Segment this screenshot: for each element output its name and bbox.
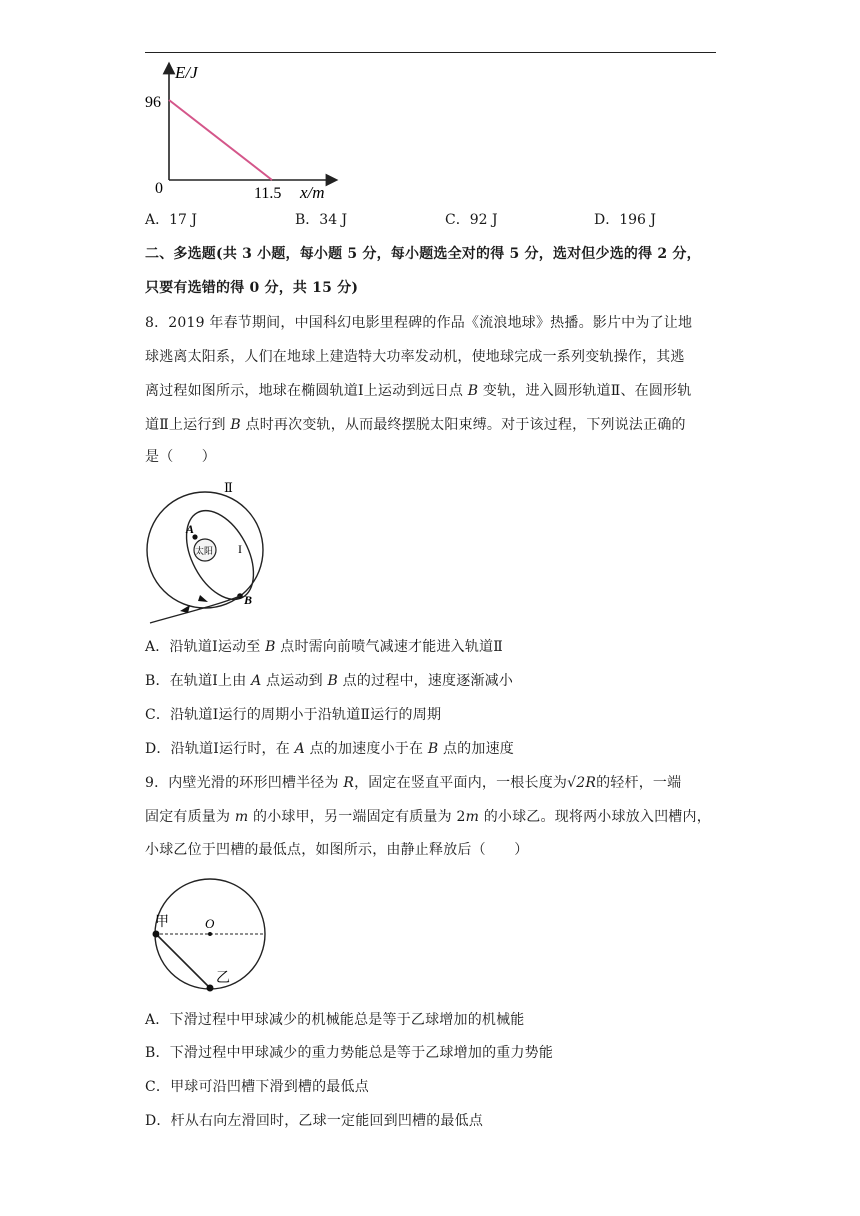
q9-option-a: A．下滑过程中甲球减少的机械能总是等于乙球增加的机械能 [145,1012,525,1028]
orbit-1-label: I [238,542,242,556]
q9-text-line1: 9．内壁光滑的环形凹槽半径为 R，固定在竖直平面内，一根长度为√2R的轻杆，一端 [145,775,682,791]
q8-option-b: B．在轨道Ⅰ上由 A 点运动到 B 点的过程中，速度逐渐减小 [145,673,514,689]
q8-text-line5: 是（ ） [145,449,216,465]
q8-text-line3: 离过程如图所示，地球在椭圆轨道Ⅰ上运动到远日点 B 变轨，进入圆形轨道Ⅱ、在圆形轨 [145,383,692,399]
point-b-label: B [244,593,253,607]
q8-text-line4: 道Ⅱ上运行到 B 点时再次变轨，从而最终摆脱太阳束缚。对于该过程，下列说法正确的 [145,417,686,433]
q9-text-line2: 固定有质量为 m 的小球甲，另一端固定有质量为 2m 的小球乙。现将两小球放入凹槽内， [145,809,711,825]
ball-yi-dot [207,985,214,992]
point-a-label: A [186,522,195,536]
x-axis-label: x/m [300,183,325,202]
q8-text-line1: 8．2019 年春节期间，中国科幻电影里程碑的作品《流浪地球》热播。影片中为了让地 [145,315,693,331]
ball-jia-dot [153,931,160,938]
center-label: O [205,916,215,931]
q9-option-d: D．杆从右向左滑回时，乙球一定能回到凹槽的最低点 [145,1113,484,1129]
q8-option-d: D．沿轨道Ⅰ运行时，在 A 点的加速度小于在 B 点的加速度 [145,741,514,757]
q9-text-line3: 小球乙位于凹槽的最低点，如图所示，由静止释放后（ ） [145,842,529,858]
orbit-figure [140,475,280,625]
ball-jia-label: 甲 [155,915,169,930]
q7-option-a: A．17 J [145,212,197,228]
q9-option-b: B．下滑过程中甲球减少的重力势能总是等于乙球增加的重力势能 [145,1045,554,1061]
energy-graph [140,60,350,205]
q9-option-c: C．甲球可沿凹槽下滑到槽的最低点 [145,1079,369,1095]
escape-trajectory [150,596,240,623]
energy-line-series [169,100,272,180]
ball-yi-label: 乙 [216,971,230,986]
q7-option-c: C．92 J [445,212,498,228]
orbit1-arrow [198,595,208,602]
q7-option-b: B．34 J [295,212,348,228]
y-axis-label: E/J [175,63,198,82]
orbit-2-label: Ⅱ [224,480,233,495]
section-heading-line2: 只要有选错的得 0 分，共 15 分) [145,280,359,296]
center-dot [208,932,212,936]
y-tick-96: 96 [145,94,161,111]
q8-option-a: A．沿轨道Ⅰ运动至 B 点时需向前喷气减速才能进入轨道Ⅱ [145,639,503,655]
elliptical-orbit-1 [173,499,268,610]
q8-option-c: C．沿轨道Ⅰ运行的周期小于沿轨道Ⅱ运行的周期 [145,707,442,723]
header-rule [145,52,716,53]
sun-label: 太阳 [195,546,214,556]
q7-option-d: D．196 J [594,212,657,228]
q8-text-line2: 球逃离太阳系，人们在地球上建造特大功率发动机，使地球完成一系列变轨操作，其逃 [145,349,685,365]
origin-label: 0 [155,180,163,197]
light-rod [156,934,210,988]
section-heading-line1: 二、多选题(共 3 小题，每小题 5 分，每小题选全对的得 5 分，选对但少选的得 2 分， [145,246,701,262]
sqrt-2r-formula: √2R [567,775,597,791]
x-tick-11-5: 11.5 [254,185,282,202]
groove-figure [145,874,275,998]
